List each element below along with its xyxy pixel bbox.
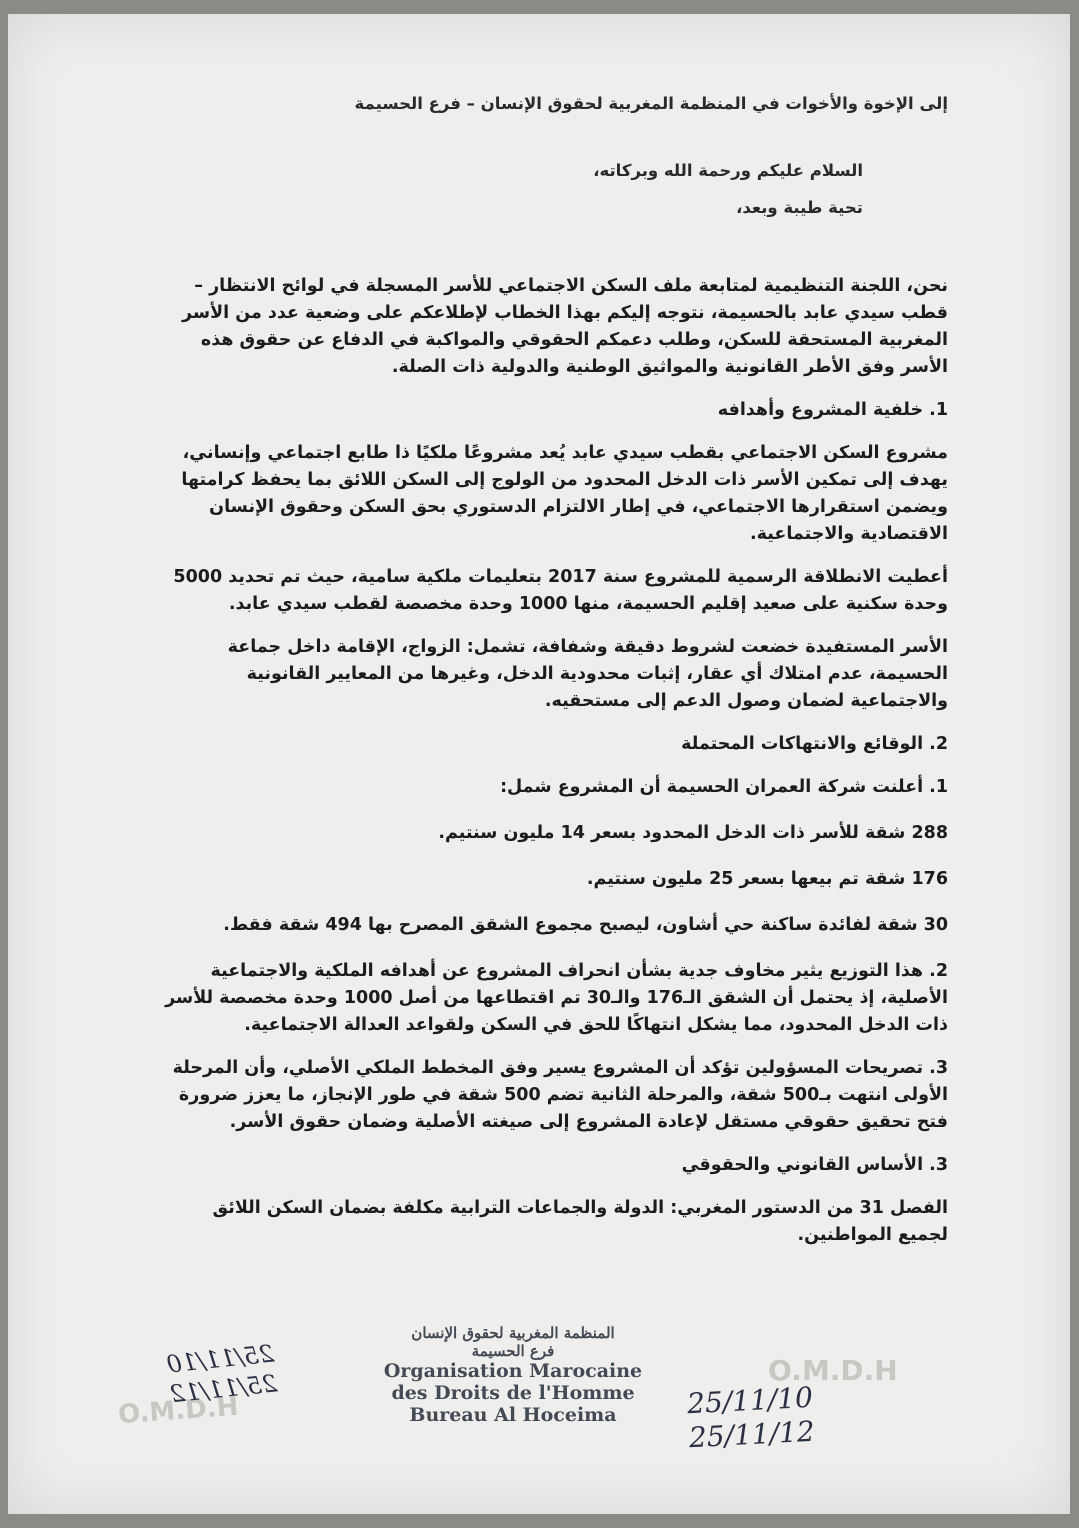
faint-stamp-left: O.M.D.H (117, 1391, 240, 1431)
handwritten-date-right (686, 1381, 815, 1455)
stamp-arabic-branch: فرع الحسيمة (471, 1342, 555, 1360)
faint-stamp-right: O.M.D.H (768, 1354, 898, 1387)
section1-title: 1. خلفية المشروع وأهدافه (717, 400, 948, 420)
stamp-arabic-org: المنظمة المغربية لحقوق الإنسان (411, 1324, 615, 1342)
intro-paragraph: نحن، اللجنة التنظيمية لمتابعة ملف السكن الاجتماعي للأسر المسجلة في لوائح الانتظار – قطب سيدي عابد بالحسيمة، نتوجه إليكم بهذا الخطاب لإطلاعكم على وضعية عدد من الأسر المغربية المستحقة للسكن، وطلب دعمكم الحقوقي والمواكبة في الدفاع عن حقوق هذه الأسر وفق الأطر القانونية والمواثيق الوطنية والدولية ذات الصلة. (182, 276, 948, 377)
section2-line-176: 176 شقة تم بيعها بسعر 25 مليون سنتيم. (586, 869, 948, 889)
section2-title: 2. الوقائع والانتهاكات المحتملة (681, 734, 948, 754)
handwritten-date-right-1: 25/11/10 (686, 1380, 814, 1421)
handwritten-date-left (165, 1339, 278, 1410)
stamp-french-org: Organisation Marocaine (383, 1360, 643, 1382)
section3-title: 3. الأساس القانوني والحقوقي (681, 1155, 948, 1175)
stamp-signature-area (117, 1324, 958, 1474)
greeting-tahiya: تحية طيبة وبعد، (736, 198, 863, 217)
stamp-french-rights: des Droits de l'Homme (391, 1382, 635, 1404)
section2-item-2: 2. هذا التوزيع يثير مخاوف جدية بشأن انحراف المشروع عن أهدافه الملكية والاجتماعية الأصلية، إذ يحتمل أن الشقق الـ176 والـ30 تم اقتطاعها من أصل 1000 وحدة مخصصة للأسر ذات الدخل المحدود، مما يشكل انتهاكًا للحق في السكن ولقواعد العدالة الاجتماعية. (165, 961, 948, 1035)
section2-line-288: 288 شقة للأسر ذات الدخل المحدود بسعر 14 مليون سنتيم. (438, 823, 948, 843)
section1-paragraph-2: أعطيت الانطلاقة الرسمية للمشروع سنة 2017 بتعليمات ملكية سامية، حيث تم تحديد 5000 وحدة سكنية على صعيد إقليم الحسيمة، منها 1000 وحدة مخصصة لقطب سيدي عابد. (173, 567, 948, 614)
letter-body (158, 90, 948, 1265)
section2-item-3: 3. تصريحات المسؤولين تؤكد أن المشروع يسير وفق المخطط الملكي الأصلي، وأن المرحلة الأولى انتهت بـ500 شقة، والمرحلة الثانية تضم 500 شقة في طور الإنجاز، ما يعزز ضرورة فتح تحقيق حقوقي مستقل لإعادة المشروع إلى صيغته الأصلية وضمان حقوق الأسر. (172, 1058, 948, 1132)
letter-sheet (8, 14, 1070, 1514)
section2-line-30: 30 شقة لفائدة ساكنة حي أشاون، ليصبح مجموع الشقق المصرح بها 494 شقة فقط. (223, 915, 948, 935)
section2-item-1: 1. أعلنت شركة العمران الحسيمة أن المشروع شمل: (500, 777, 948, 797)
addressee-line: إلى الإخوة والأخوات في المنظمة المغربية لحقوق الإنسان – فرع الحسيمة (354, 94, 948, 113)
stamp-french-bureau: Bureau Al Hoceima (409, 1404, 617, 1426)
section3-paragraph-1: الفصل 31 من الدستور المغربي: الدولة والجماعات الترابية مكلفة بضمان السكن اللائق لجميع المواطنين. (212, 1198, 948, 1245)
section1-paragraph-1: مشروع السكن الاجتماعي بقطب سيدي عابد يُعد مشروعًا ملكيًا ذا طابع اجتماعي وإنساني، يهدف إلى تمكين الأسر ذات الدخل المحدود من الولوج إلى السكن اللائق بما يحفظ كرامتها ويضمن استقرارها الاجتماعي، في إطار الالتزام الدستوري بحق السكن وحقوق الإنسان الاقتصادية والاجتماعية. (181, 443, 948, 544)
organization-stamp (358, 1324, 668, 1454)
greeting-salam: السلام عليكم ورحمة الله وبركاته، (593, 161, 863, 180)
handwritten-date-left-1: 25/11/10 (165, 1339, 276, 1379)
handwritten-date-right-2: 25/11/12 (688, 1414, 816, 1455)
handwritten-date-left-2: 25/11/12 (168, 1369, 279, 1409)
section1-paragraph-3: الأسر المستفيدة خضعت لشروط دقيقة وشفافة، تشمل: الزواج، الإقامة داخل جماعة الحسيمة، عدم امتلاك أي عقار، إثبات محدودية الدخل، وغيرها من المعايير القانونية والاجتماعية لضمان وصول الدعم إلى مستحقيه. (227, 637, 948, 711)
